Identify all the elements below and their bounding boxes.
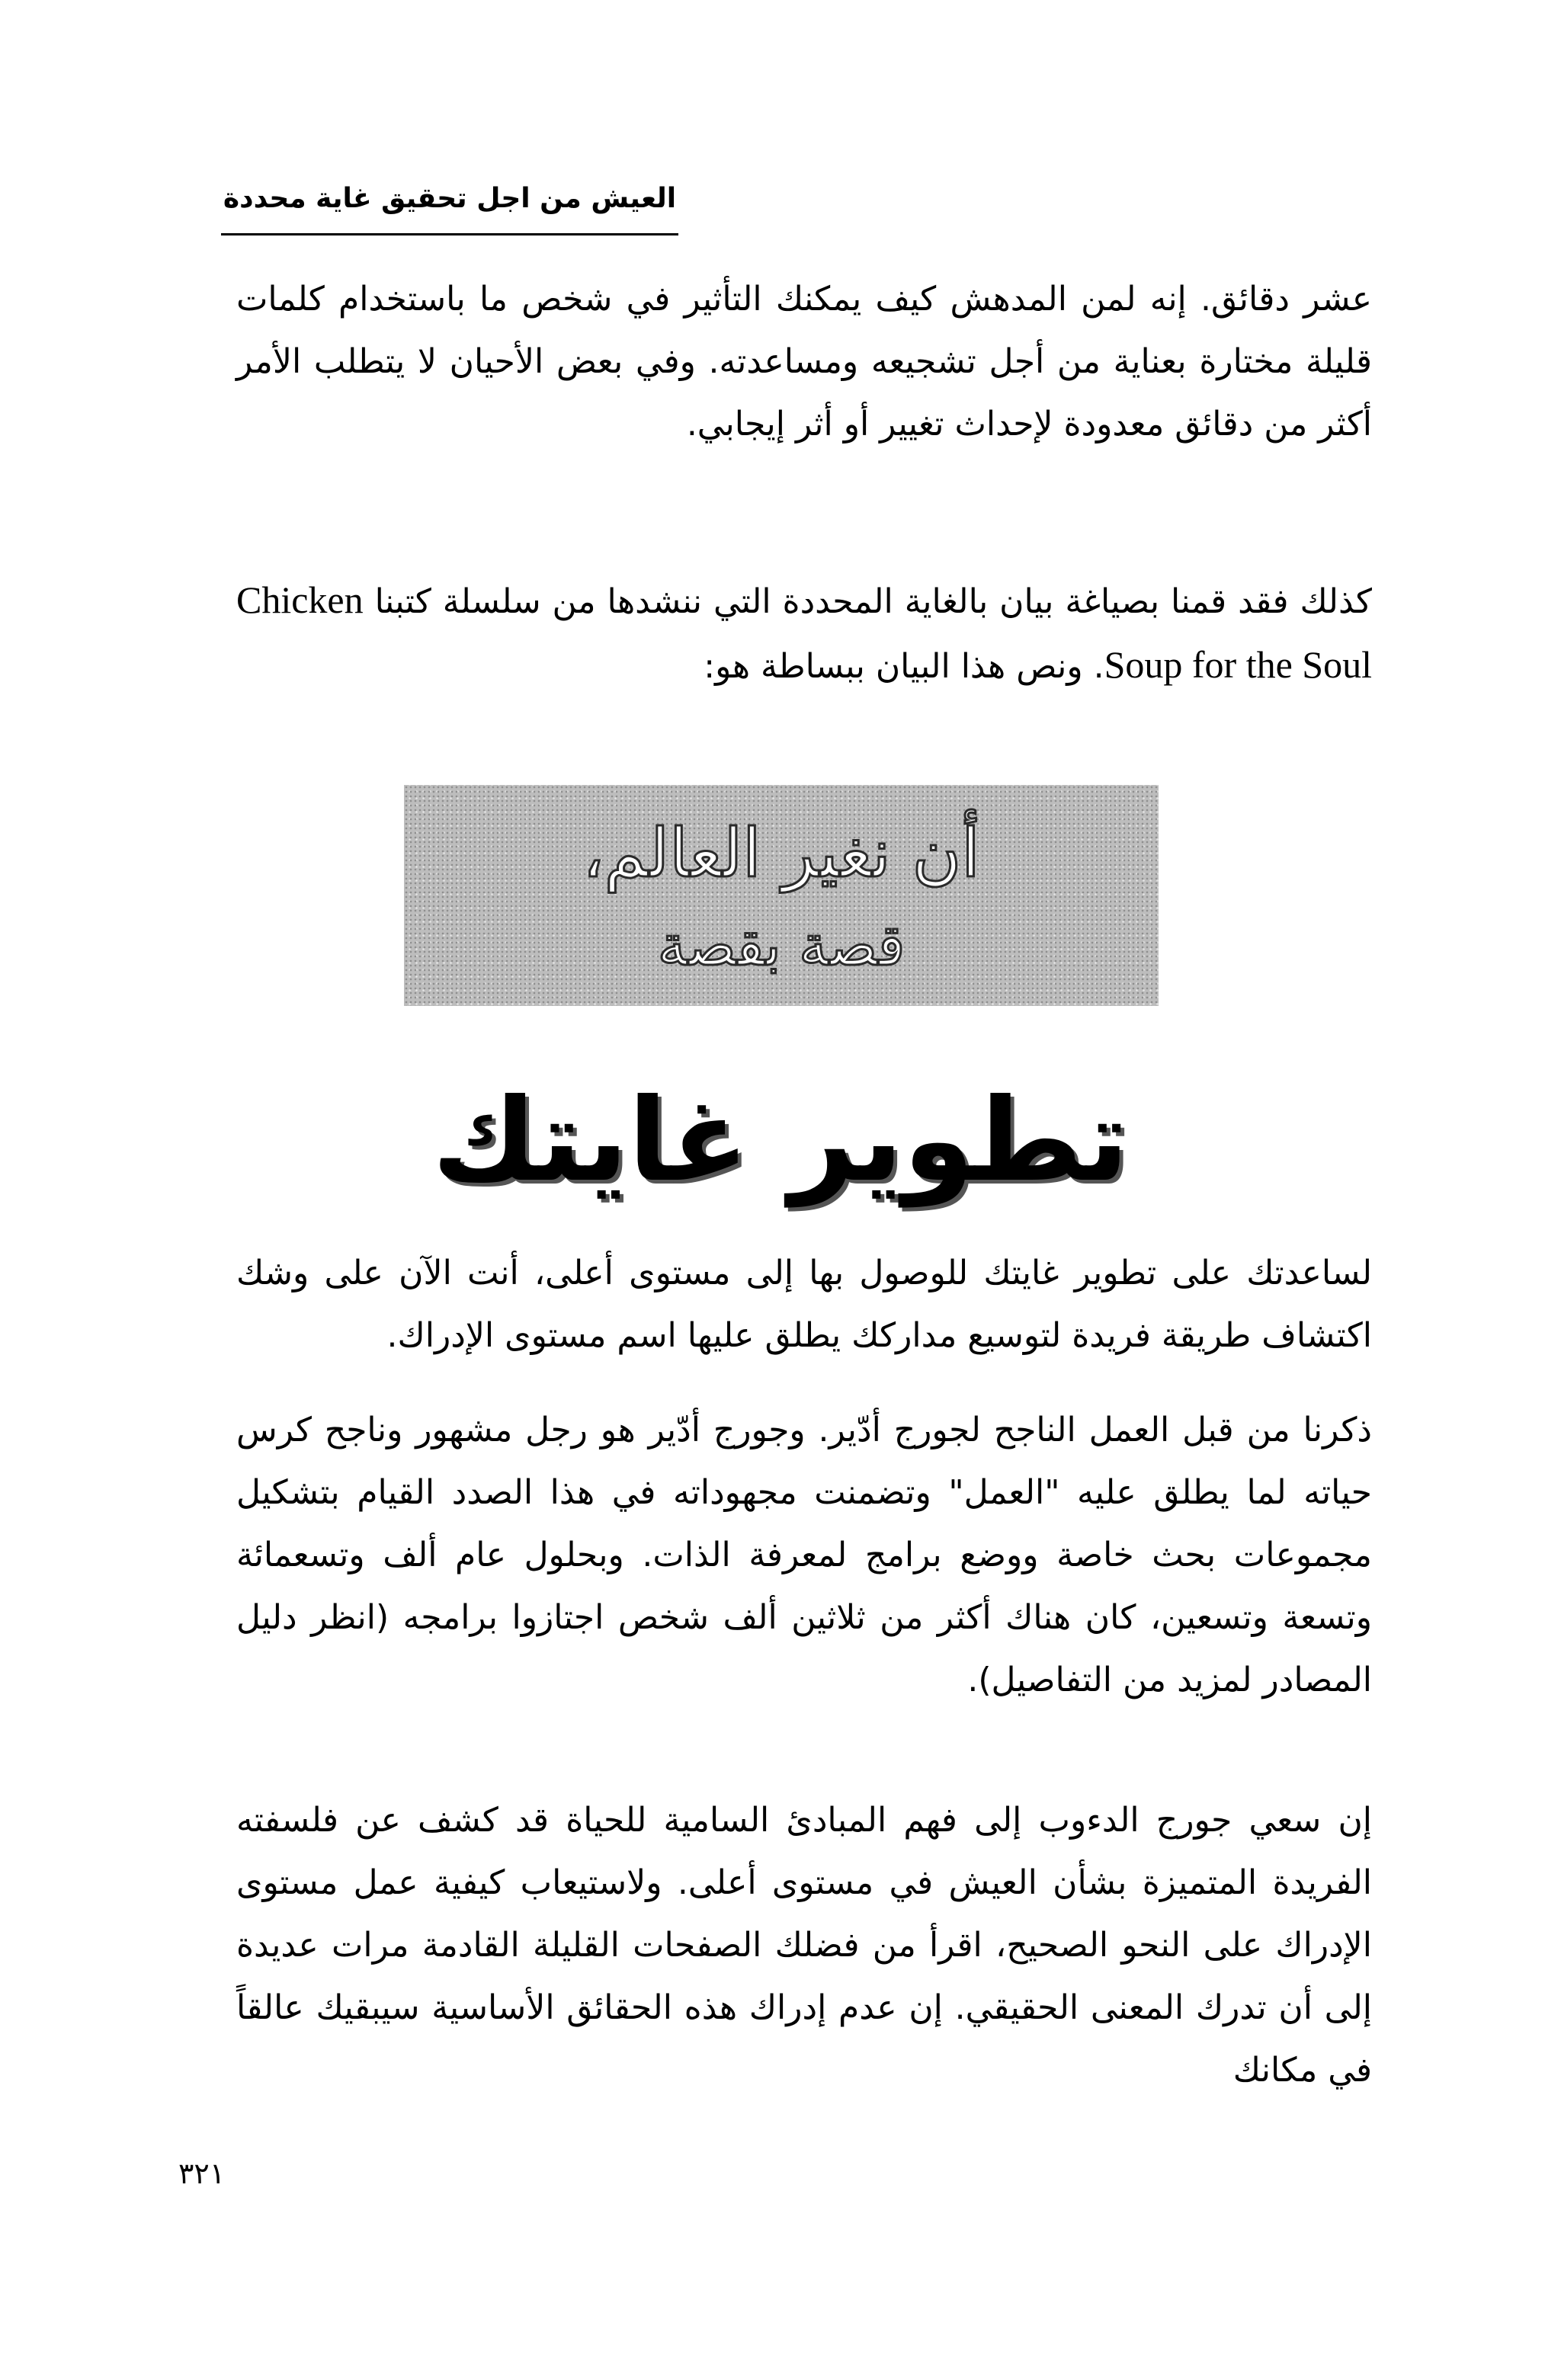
section-title: تطوير غايتك [431, 1075, 1130, 1207]
paragraph-2-text: كذلك فقد قمنا بصياغة بيان بالغاية المحددة التي ننشدها من سلسلة كتبنا [374, 582, 1372, 621]
banner-line-2: قصة بقصة [657, 913, 906, 979]
paragraph-2 [236, 569, 1372, 698]
header-divider [221, 233, 678, 235]
paragraph-2-end: . ونص هذا البيان ببساطة هو: [704, 647, 1104, 686]
mission-statement-banner [404, 785, 1159, 1006]
book-series-name: Chicken Soup for the Soul [236, 578, 1372, 686]
banner-line-1: أن نغير العالم، [582, 814, 980, 892]
paragraph-4: ذكرنا من قبل العمل الناجح لجورج أدّير. وجورج أدّير هو رجل مشهور وناجح كرس حياته لما يطلق عليه "العمل" وتضمنت مجهوداته في هذا الصدد القيام بتشكيل مجموعات بحث خاصة ووضع برامج لمعرفة الذات. وبحلول عام ألف وتسعمائة وتسعة وتسعين، كان هناك أكثر من ثلاثين ألف شخص اجتازوا برامجه (انظر دليل المصادر لمزيد من التفاصيل). [236, 1411, 1372, 1699]
running-header: العيش من اجل تحقيق غاية محددة [223, 183, 677, 214]
paragraph-5: إن سعي جورج الدءوب إلى فهم المبادئ السامية للحياة قد كشف عن فلسفته الفريدة المتميزة بشأن العيش في مستوى أعلى. ولاستيعاب كيفية عمل مستوى الإدراك على النحو الصحيح، اقرأ من فضلك الصفحات القليلة القادمة مرات عديدة إلى أن تدرك المعنى الحقيقي. إن عدم إدراك هذه الحقائق الأساسية سيبقيك عالقاً في مكانك [236, 1801, 1372, 2090]
page-number: ٣٢١ [178, 2157, 226, 2190]
paragraph-1: عشر دقائق. إنه لمن المدهش كيف يمكنك التأثير في شخص ما باستخدام كلمات قليلة مختارة بعناية من أجل تشجيعه ومساعدته. وفي بعض الأحيان لا يتطلب الأمر أكثر من دقائق معدودة لإحداث تغيير أو أثر إيجابي. [236, 280, 1372, 444]
paragraph-3: لساعدتك على تطوير غايتك للوصول بها إلى مستوى أعلى، أنت الآن على وشك اكتشاف طريقة فريدة لتوسيع مداركك يطلق عليها اسم مستوى الإدراك. [236, 1254, 1372, 1355]
